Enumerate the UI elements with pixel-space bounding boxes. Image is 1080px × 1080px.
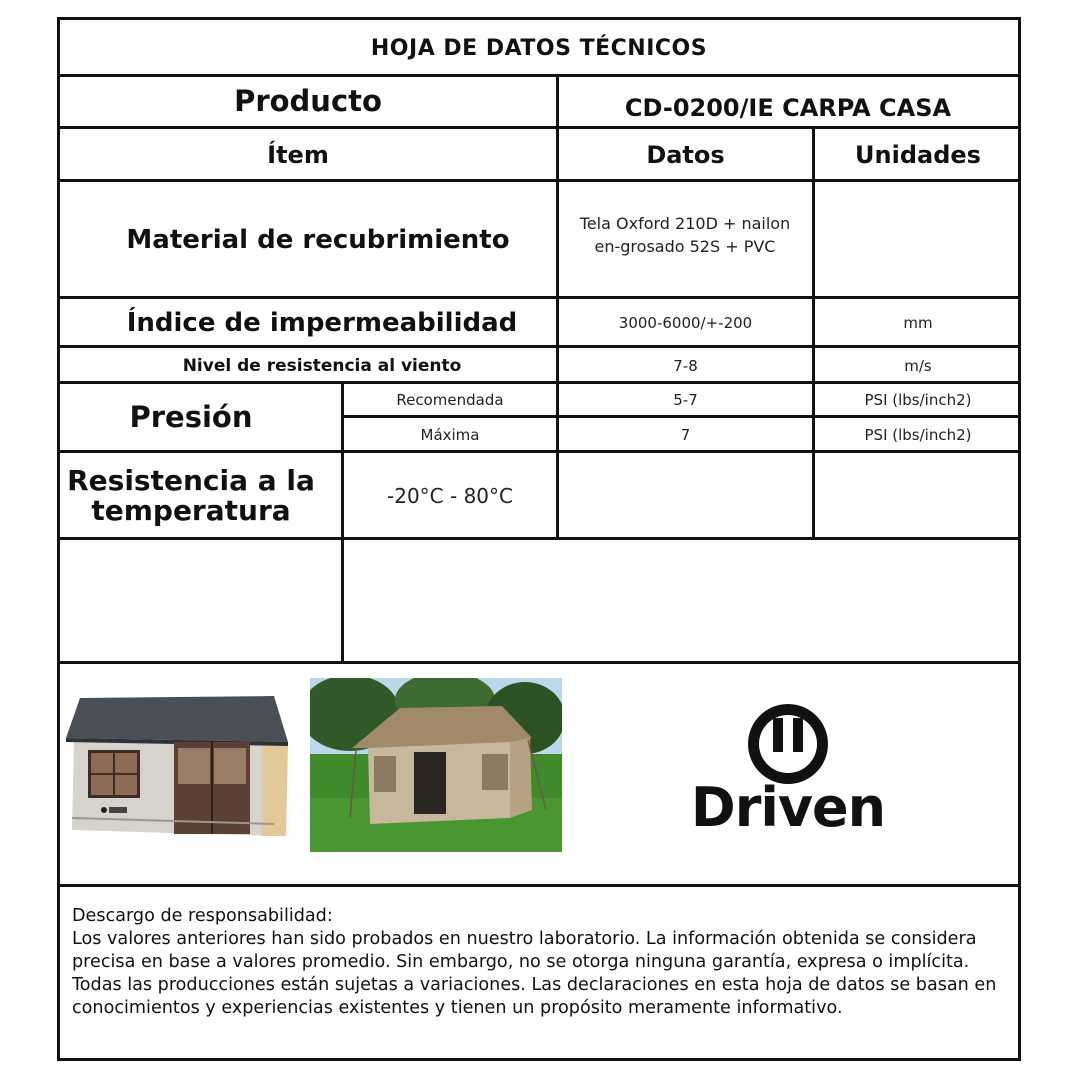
material-value: Tela Oxford 210D + nailon en-grosado 52S + PVC xyxy=(579,213,791,256)
tent-photo-field xyxy=(310,678,562,852)
pressure-label: Presión xyxy=(129,400,253,434)
pressure-recommended-unit: PSI (lbs/inch2) xyxy=(864,391,972,409)
temperature-label xyxy=(60,466,322,526)
sheet-title: HOJA DE DATOS TÉCNICOS xyxy=(370,35,708,61)
pressure-max-unit: PSI (lbs/inch2) xyxy=(864,425,972,444)
header-item: Ítem xyxy=(267,141,329,169)
pressure-max-label: Máxima xyxy=(420,425,480,444)
header-units: Unidades xyxy=(855,141,981,169)
header-data: Datos xyxy=(646,141,725,169)
waterproof-label: Índice de impermeabilidad xyxy=(126,308,518,338)
temperature-label-line2: temperatura xyxy=(91,494,291,527)
pressure-recommended-value: 5-7 xyxy=(673,391,698,409)
disclaimer-heading: Descargo de responsabilidad: xyxy=(72,906,333,926)
rule xyxy=(57,884,1021,887)
product-value: CD-0200/IE CARPA CASA xyxy=(624,94,952,122)
pressure-max-value: 7 xyxy=(680,425,691,444)
wind-unit: m/s xyxy=(904,356,932,375)
waterproof-value: 3000-6000/+-200 xyxy=(618,314,753,332)
wind-label: Nivel de resistencia al viento xyxy=(182,355,462,376)
wind-value: 7-8 xyxy=(673,356,698,375)
temperature-value: -20°C - 80°C xyxy=(387,484,513,508)
disclaimer-body: Los valores anteriores han sido probados en nuestro laboratorio. La información obtenida se considera precisa en base a valores promedio. Sin embargo, no se otorga ninguna garantía, expresa o implícita. Todas las producciones están sujetas a variaciones. Las declaraciones en esta hoja de datos se basan en conocimientos y experiencias existentes y tienen un propósito meramente informativo. xyxy=(72,929,997,1018)
rule xyxy=(57,661,1021,664)
driven-logo-wordmark: Driven xyxy=(690,776,886,839)
material-label: Material de recubrimiento xyxy=(126,225,510,255)
material-unit xyxy=(815,182,1021,298)
tent-photo-gray xyxy=(62,690,290,842)
temperature-label-line1: Resistencia a la xyxy=(67,464,315,497)
product-label: Producto xyxy=(234,84,382,118)
pressure-recommended-label: Recomendada xyxy=(396,391,504,409)
waterproof-unit: mm xyxy=(903,314,933,332)
disclaimer xyxy=(72,905,1012,1020)
